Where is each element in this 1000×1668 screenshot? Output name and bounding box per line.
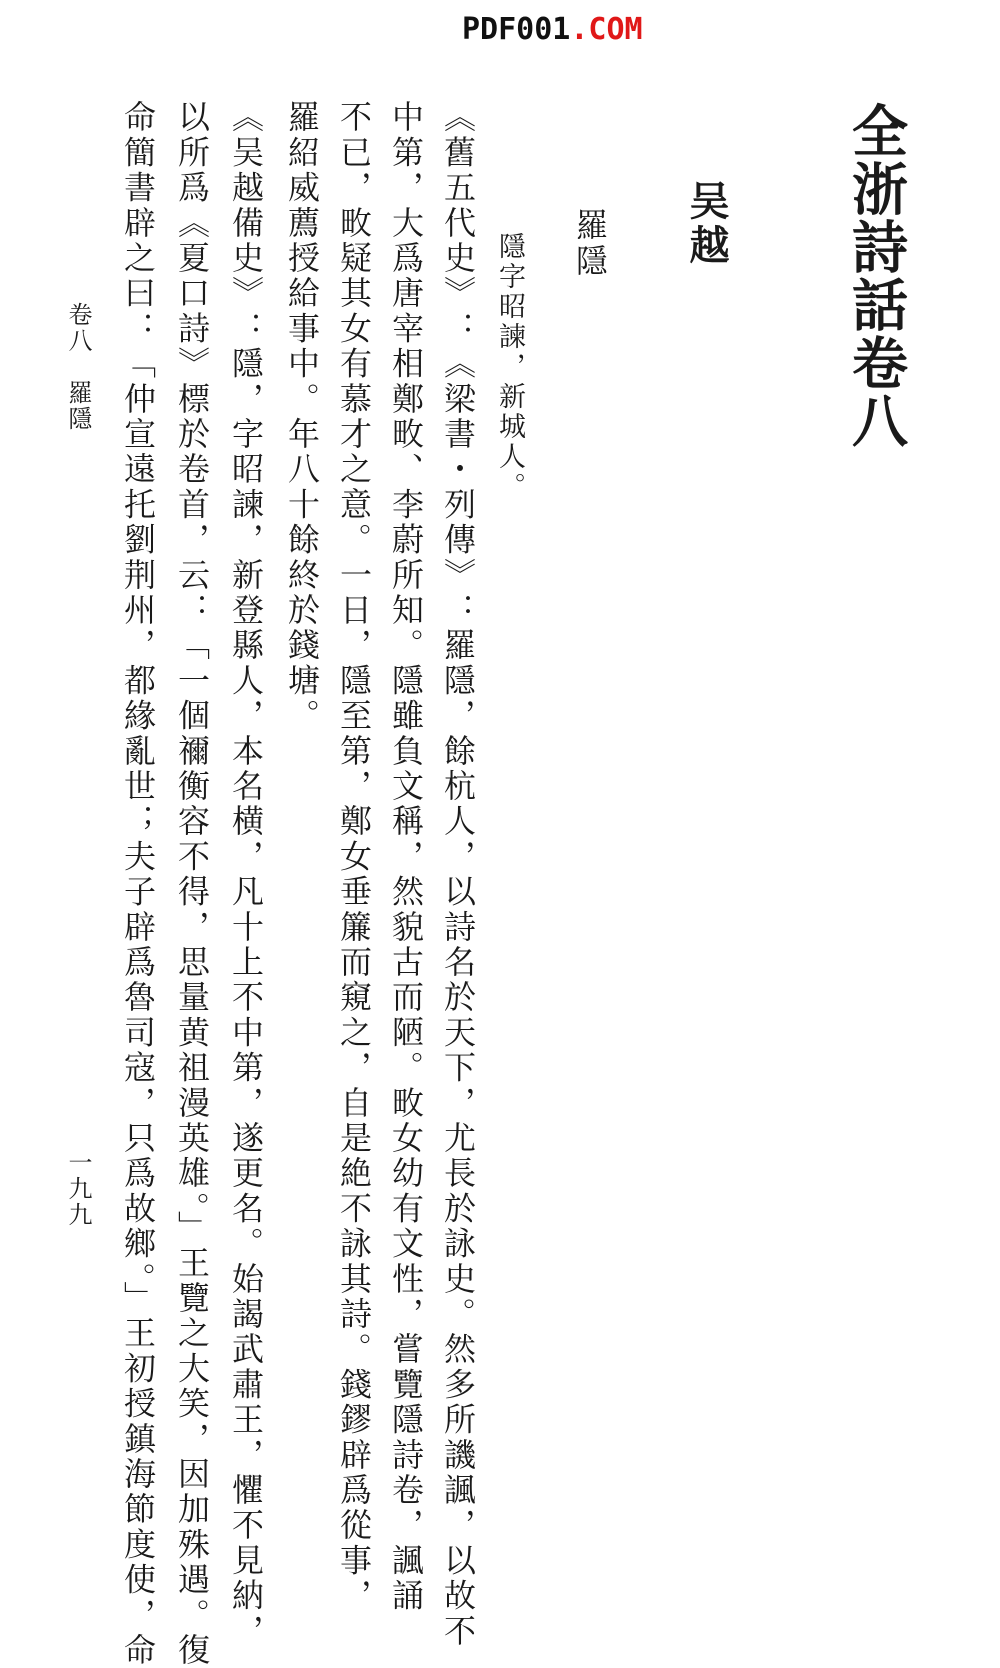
author-heading: 羅隱 — [571, 208, 609, 280]
watermark-domain: .COM — [570, 12, 643, 47]
body-column: 以所爲《夏口詩》標於卷首，云：「一個禰衡容不得，思量黄祖漫英雄。」王覽之大笑，因加殊遇。復 — [173, 100, 211, 1668]
body-column: 中第，大爲唐宰相鄭畋、李蔚所知。隱雖負文稱，然貌古而陋。畋女幼有文性，嘗覽隱詩卷，諷誦 — [387, 100, 425, 1614]
watermark-text: PDF001 — [462, 12, 571, 47]
body-column: 《吴越備史》：隱，字昭諫，新登縣人，本名横，凡十上不中第，遂更名。始謁武肅王，懼不見納， — [227, 100, 265, 1649]
page-number: 一九九 — [64, 1150, 92, 1228]
body-column: 命簡書辟之曰：「仲宣遠托劉荆州，都緣亂世；夫子辟爲魯司寇，只爲故鄉。」王初授鎮海節度使，命 — [119, 100, 157, 1668]
author-note: 隱字昭諫，新城人。 — [494, 232, 525, 502]
body-column: 不已，畋疑其女有慕才之意。一日，隱至第，鄭女垂簾而窺之，自是絶不詠其詩。錢鏐辟爲從事， — [335, 100, 373, 1614]
page-title: 全浙詩話卷八 — [843, 102, 909, 450]
region-heading: 吴越 — [683, 180, 730, 268]
watermark — [462, 12, 643, 47]
running-head: 卷八 羅隱 — [64, 302, 92, 432]
body-column: 《舊五代史》：《梁書・列傳》：羅隱，餘杭人，以詩名於天下，尤長於詠史。然多所譏諷，以故不 — [439, 100, 477, 1649]
body-column: 羅紹威薦授給事中。年八十餘終於錢塘。 — [283, 100, 321, 734]
